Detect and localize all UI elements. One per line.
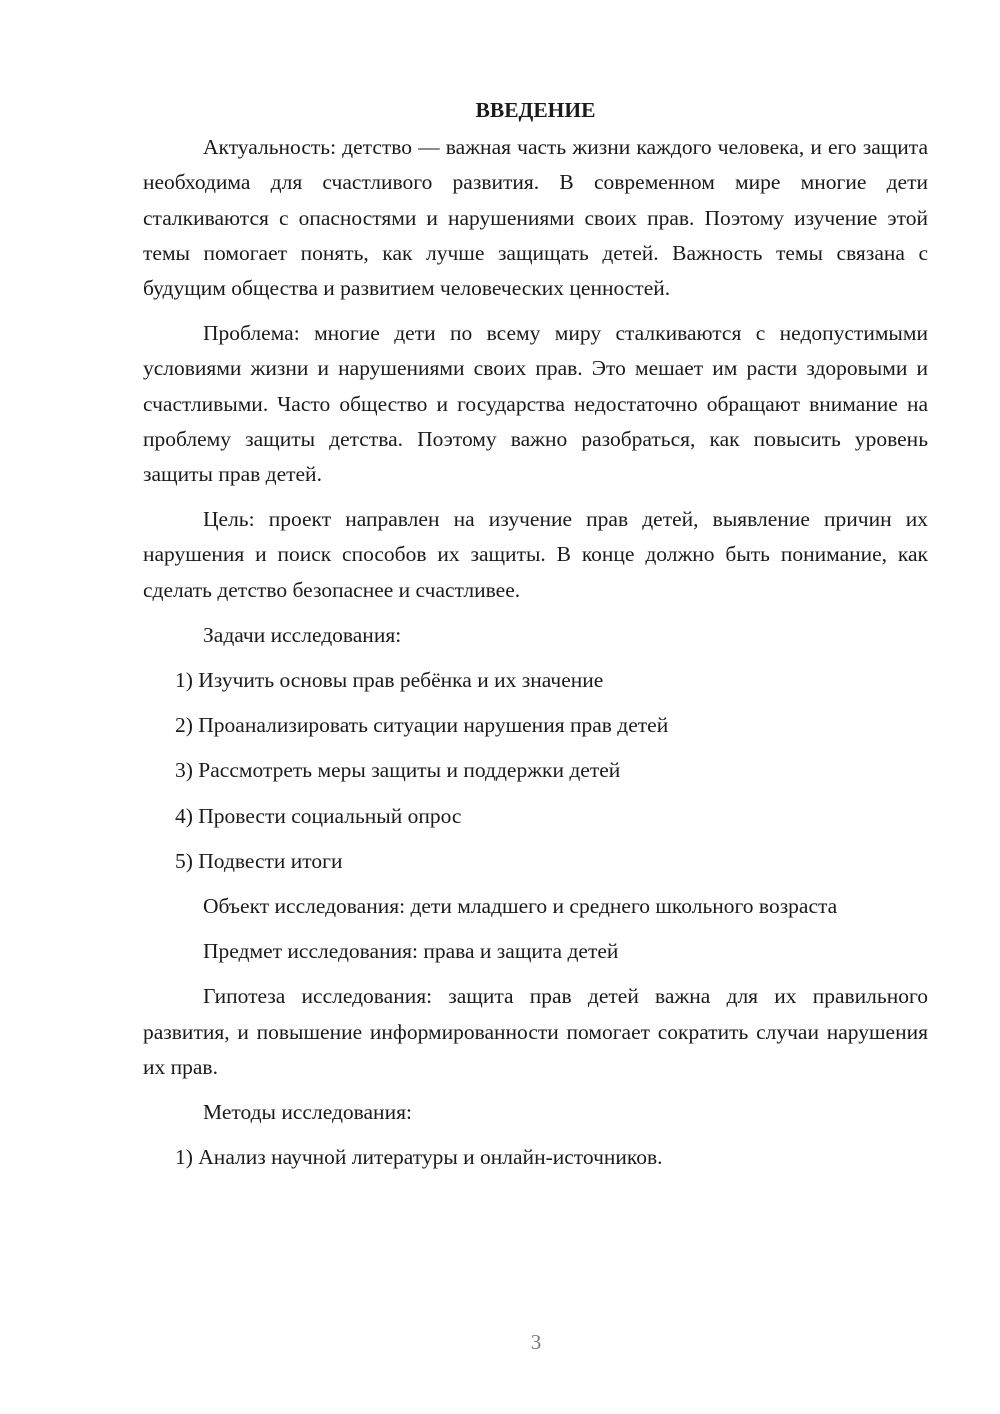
methods-title: Методы исследования: (203, 1100, 412, 1125)
task-item: 5) Подвести итоги (175, 848, 343, 873)
method-item: 1) Анализ научной литературы и онлайн-источников. (175, 1145, 663, 1170)
subject-paragraph: Предмет исследования: права и защита детей (203, 939, 619, 964)
tasks-title: Задачи исследования: (203, 622, 402, 647)
section-heading: ВВЕДЕНИЕ (475, 98, 596, 122)
problem-paragraph: Проблема: многие дети по всему миру сталкиваются с недопустимыми условиями жизни и нарушениями своих прав. Это мешает им расти здоровыми и счастливыми. Часто общество и государства недостаточно обращают внимание на проблему защиты детства. Поэтому важно разобраться, как повысить уровень защиты прав детей. (143, 321, 928, 487)
task-item: 3) Рассмотреть меры защиты и поддержки детей (175, 758, 621, 783)
task-item: 2) Проанализировать ситуации нарушения прав детей (175, 713, 669, 738)
document-body (143, 93, 928, 1185)
page-number: 3 (530, 1330, 542, 1354)
hypothesis-paragraph: Гипотеза исследования: защита прав детей важна для их правильного развития, и повышение информированности помогает сократить случаи нарушения их прав. (143, 984, 928, 1079)
task-item: 4) Провести социальный опрос (175, 803, 462, 828)
relevance-paragraph: Актуальность: детство — важная часть жизни каждого человека, и его защита необходима для счастливого развития. В современном мире многие дети сталкиваются с опасностями и нарушениями своих прав. Поэтому изучение этой темы помогает понять, как лучше защищать детей. Важность темы связана с будущим общества и развитием человеческих ценностей. (143, 135, 928, 301)
task-item: 1) Изучить основы прав ребёнка и их значение (175, 668, 604, 693)
goal-paragraph: Цель: проект направлен на изучение прав детей, выявление причин их нарушения и поиск способов их защиты. В конце должно быть понимание, как сделать детство безопаснее и счастливее. (143, 507, 928, 602)
object-paragraph: Объект исследования: дети младшего и среднего школьного возраста (203, 894, 838, 919)
